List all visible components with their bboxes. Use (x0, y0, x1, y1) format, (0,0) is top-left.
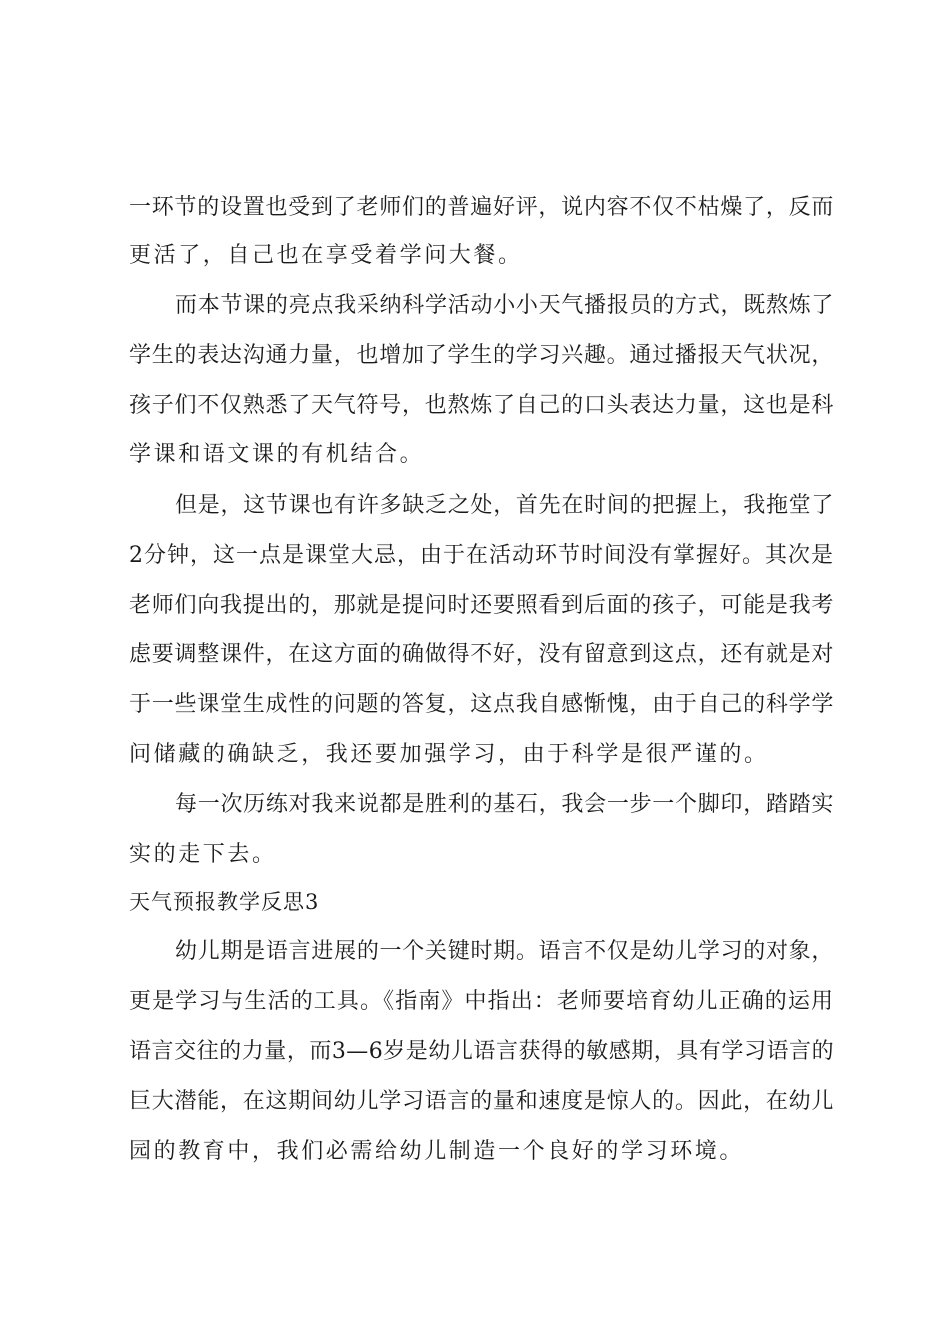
paragraph-4-line-1: 每一次历练对我来说都是胜利的基石，我会一步一个脚印，踏踏实 (175, 792, 834, 817)
paragraph-3-line-6: 问储藏的确缺乏，我还要加强学习，由于科学是很严谨的。 (129, 742, 769, 767)
paragraph-3-line-1: 但是，这节课也有许多缺乏之处，首先在时间的把握上，我拖堂了 (175, 493, 834, 518)
paragraph-2-line-1: 而本节课的亮点我采纳科学活动小小天气播报员的方式，既熬炼了 (175, 293, 834, 318)
section-heading: 天气预报教学反思3 (129, 890, 320, 914)
paragraph-3-line-4: 虑要调整课件，在这方面的确做得不好，没有留意到这点，还有就是对 (129, 642, 834, 667)
paragraph-3-line-3: 老师们向我提出的，那就是提问时还要照看到后面的孩子，可能是我考 (129, 593, 834, 618)
paragraph-2-line-4: 学课和语文课的有机结合。 (129, 442, 425, 467)
paragraph-1-line-1: 一环节的设置也受到了老师们的普遍好评，说内容不仅不枯燥了，反而 (129, 195, 834, 220)
paragraph-1-line-2: 更活了，自己也在享受着学问大餐。 (129, 243, 523, 268)
paragraph-4-line-2: 实的走下去。 (129, 842, 277, 867)
paragraph-5-line-3: 语言交往的力量，而3—6岁是幼儿语言获得的敏感期，具有学习语言的 (129, 1039, 834, 1064)
paragraph-2-line-2: 学生的表达沟通力量，也增加了学生的学习兴趣。通过播报天气状况， (129, 343, 834, 368)
paragraph-5-line-5: 园的教育中，我们必需给幼儿制造一个良好的学习环境。 (129, 1139, 745, 1164)
paragraph-5-line-4: 巨大潜能，在这期间幼儿学习语言的量和速度是惊人的。因此，在幼儿 (129, 1089, 834, 1114)
paragraph-3-line-5: 于一些课堂生成性的问题的答复，这点我自感惭愧，由于自己的科学学 (129, 692, 834, 717)
paragraph-3-line-2: 2分钟，这一点是课堂大忌，由于在活动环节时间没有掌握好。其次是 (129, 543, 834, 568)
paragraph-5-line-1: 幼儿期是语言进展的一个关键时期。语言不仅是幼儿学习的对象， (175, 939, 834, 964)
paragraph-5-line-2: 更是学习与生活的工具。《指南》中指出：老师要培育幼儿正确的运用 (129, 989, 834, 1014)
paragraph-2-line-3: 孩子们不仅熟悉了天气符号，也熬炼了自己的口头表达力量，这也是科 (129, 393, 834, 418)
